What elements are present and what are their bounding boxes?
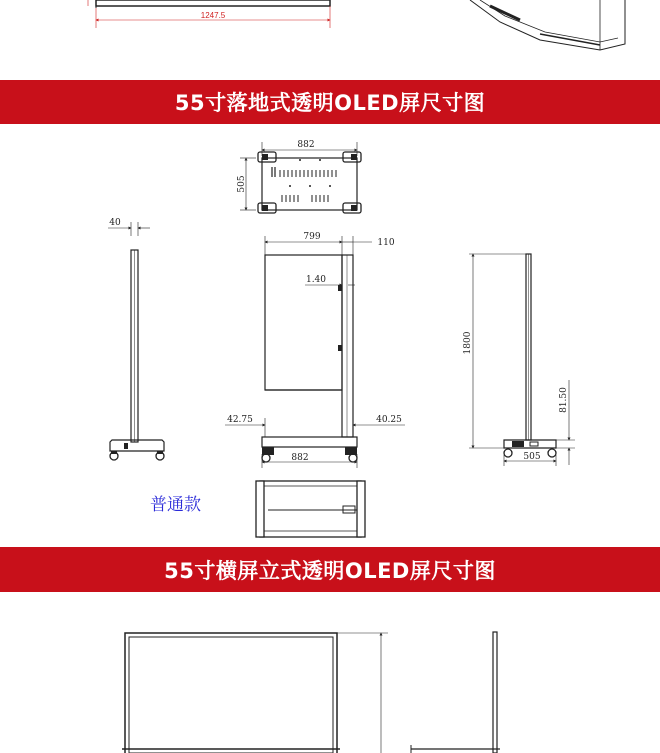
right-offset-dimension: 40.25 (376, 415, 402, 425)
gap-dimension: 1.40 (305, 275, 327, 285)
dimension-1247-5: 1247.5 (200, 11, 226, 20)
height-dimension: 1800 (463, 331, 473, 355)
side-view-drawing (108, 218, 164, 460)
top-partial-front-drawing (88, 0, 330, 28)
section-title: 55寸落地式透明OLED屏尺寸图 (174, 91, 486, 115)
landscape-profile-view-drawing (411, 632, 500, 753)
front-view-drawing (225, 232, 405, 468)
base-width-dimension: 882 (291, 453, 309, 463)
base-height-dimension: 81.50 (559, 387, 569, 413)
base-depth-dimension: 505 (523, 452, 541, 462)
top-view-drawing (237, 140, 361, 213)
top-partial-perspective-drawing (470, 0, 625, 50)
pole-width-dimension: 40 (109, 218, 121, 228)
left-offset-dimension: 42.75 (227, 415, 253, 425)
top-depth-dimension: 505 (237, 175, 247, 193)
section-title: 55寸横屏立式透明OLED屏尺寸图 (164, 558, 496, 583)
screen-width-dimension: 799 (303, 232, 321, 242)
top-width-dimension: 882 (297, 140, 315, 150)
right-margin-dimension: 110 (377, 238, 395, 248)
variant-label: 普通款 (150, 495, 201, 515)
profile-view-drawing (463, 254, 575, 466)
base-top-view-drawing (256, 481, 365, 537)
landscape-front-view-drawing (122, 633, 388, 753)
